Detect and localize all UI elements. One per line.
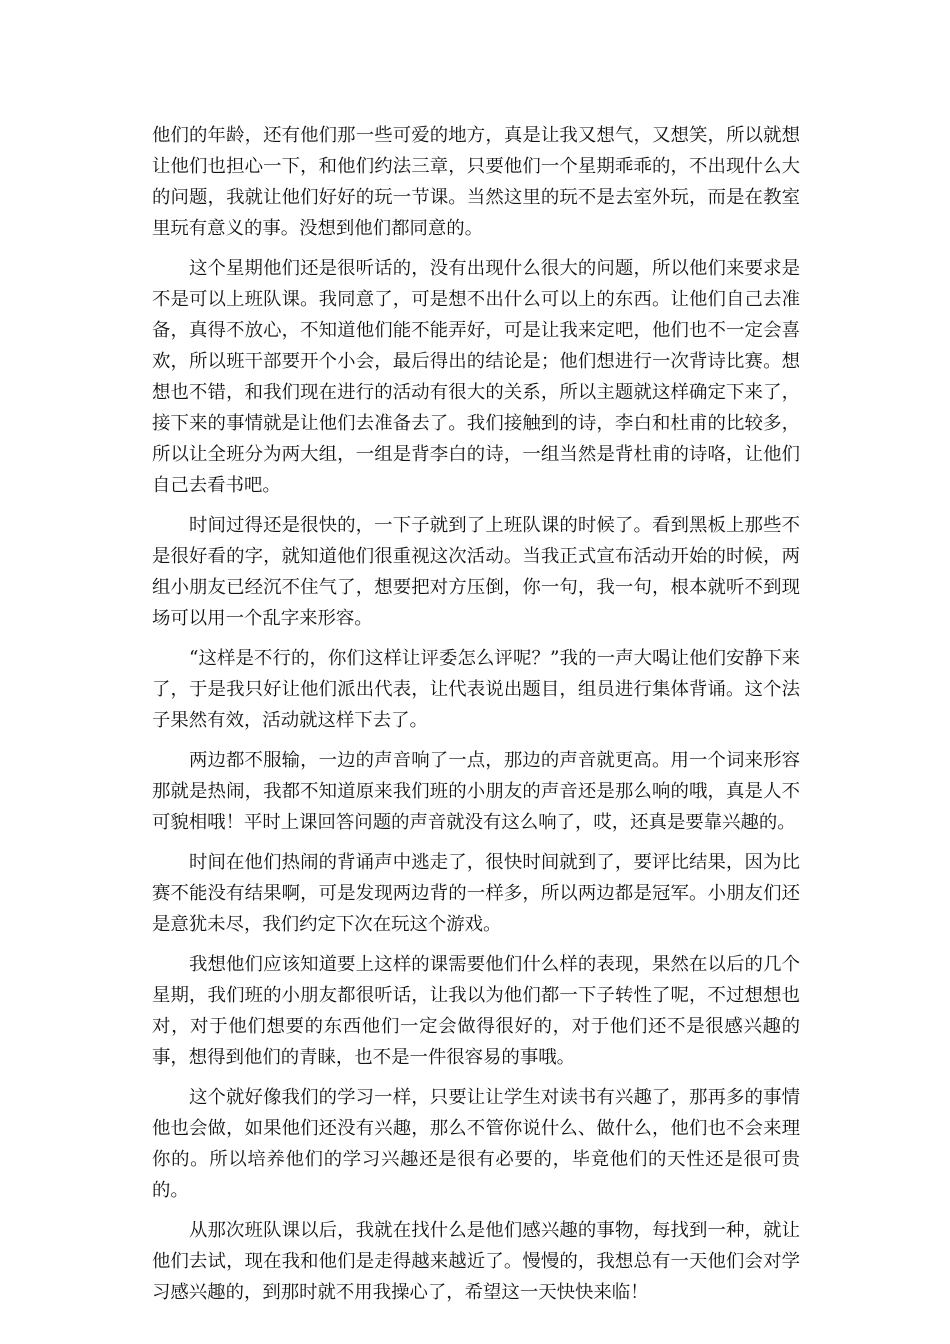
- paragraph-9: 从那次班队课以后，我就在找什么是他们感兴趣的事物，每找到一种，就让他们去试，现在我和他们是走得越来越近了。慢慢的，我想总有一天他们会对学习感兴趣的，到那时就不用我操心了，希望这一天快快来临！: [152, 1220, 800, 1303]
- paragraph-6: 时间在他们热闹的背诵声中逃走了，很快时间就到了，要评比结果，因为比赛不能没有结果啊，可是发现两边背的一样多，所以两边都是冠军。小朋友们还是意犹未尽，我们约定下次在玩这个游戏。: [152, 852, 800, 935]
- paragraph-3: 时间过得还是很快的，一下子就到了上班队课的时候了。看到黑板上那些不是很好看的字，就知道他们很重视这次活动。当我正式宣布活动开始的时候，两组小朋友已经沉不住气了，想要把对方压倒，你一句，我一句，根本就听不到现场可以用一个乱字来形容。: [152, 515, 800, 629]
- paragraph-2: 这个星期他们还是很听话的，没有出现什么很大的问题，所以他们来要求是不是可以上班队课。我同意了，可是想不出什么可以上的东西。让他们自己去准备，真得不放心，不知道他们能不能弄好，可是让我来定吧，他们也不一定会喜欢，所以班干部要开个小会，最后得出的结论是；他们想进行一次背诗比赛。想想也不错，和我们现在进行的活动有很大的关系，所以主题就这样确定下来了，接下来的事情就是让他们去准备去了。我们接触到的诗，李白和杜甫的比较多，所以让全班分为两大组，一组是背李白的诗，一组当然是背杜甫的诗咯，让他们自己去看书吧。: [152, 258, 800, 496]
- document-body: [152, 120, 800, 1317]
- paragraph-8: 这个就好像我们的学习一样，只要让让学生对读书有兴趣了，那再多的事情他也会做，如果他们还没有兴趣，那么不管你说什么、做什么，他们也不会来理你的。所以培养他们的学习兴趣还是很有必要的，毕竟他们的天性还是很可贵的。: [152, 1087, 800, 1201]
- paragraph-1: 他们的年龄，还有他们那一些可爱的地方，真是让我又想气，又想笑，所以就想让他们也担心一下，和他们约法三章，只要他们一个星期乖乖的，不出现什么大的问题，我就让他们好好的玩一节课。当然这里的玩不是去室外玩，而是在教室里玩有意义的事。没想到他们都同意的。: [152, 125, 800, 239]
- paragraph-5: 两边都不服输，一边的声音响了一点，那边的声音就更高。用一个词来形容那就是热闹，我都不知道原来我们班的小朋友的声音还是那么响的哦，真是人不可貌相哦！平时上课回答问题的声音就没有这么响了，哎，还真是要靠兴趣的。: [152, 750, 800, 833]
- paragraph-4: “这样是不行的，你们这样让评委怎么评呢？”我的一声大喝让他们安静下来了，于是我只好让他们派出代表，让代表说出题目，组员进行集体背诵。这个法子果然有效，活动就这样下去了。: [152, 648, 800, 731]
- paragraph-7: 我想他们应该知道要上这样的课需要他们什么样的表现，果然在以后的几个星期，我们班的小朋友都很听话，让我以为他们都一下子转性了呢，不过想想也对，对于他们想要的东西他们一定会做得很好的，对于他们还不是很感兴趣的事，想得到他们的青睐，也不是一件很容易的事哦。: [152, 954, 800, 1068]
